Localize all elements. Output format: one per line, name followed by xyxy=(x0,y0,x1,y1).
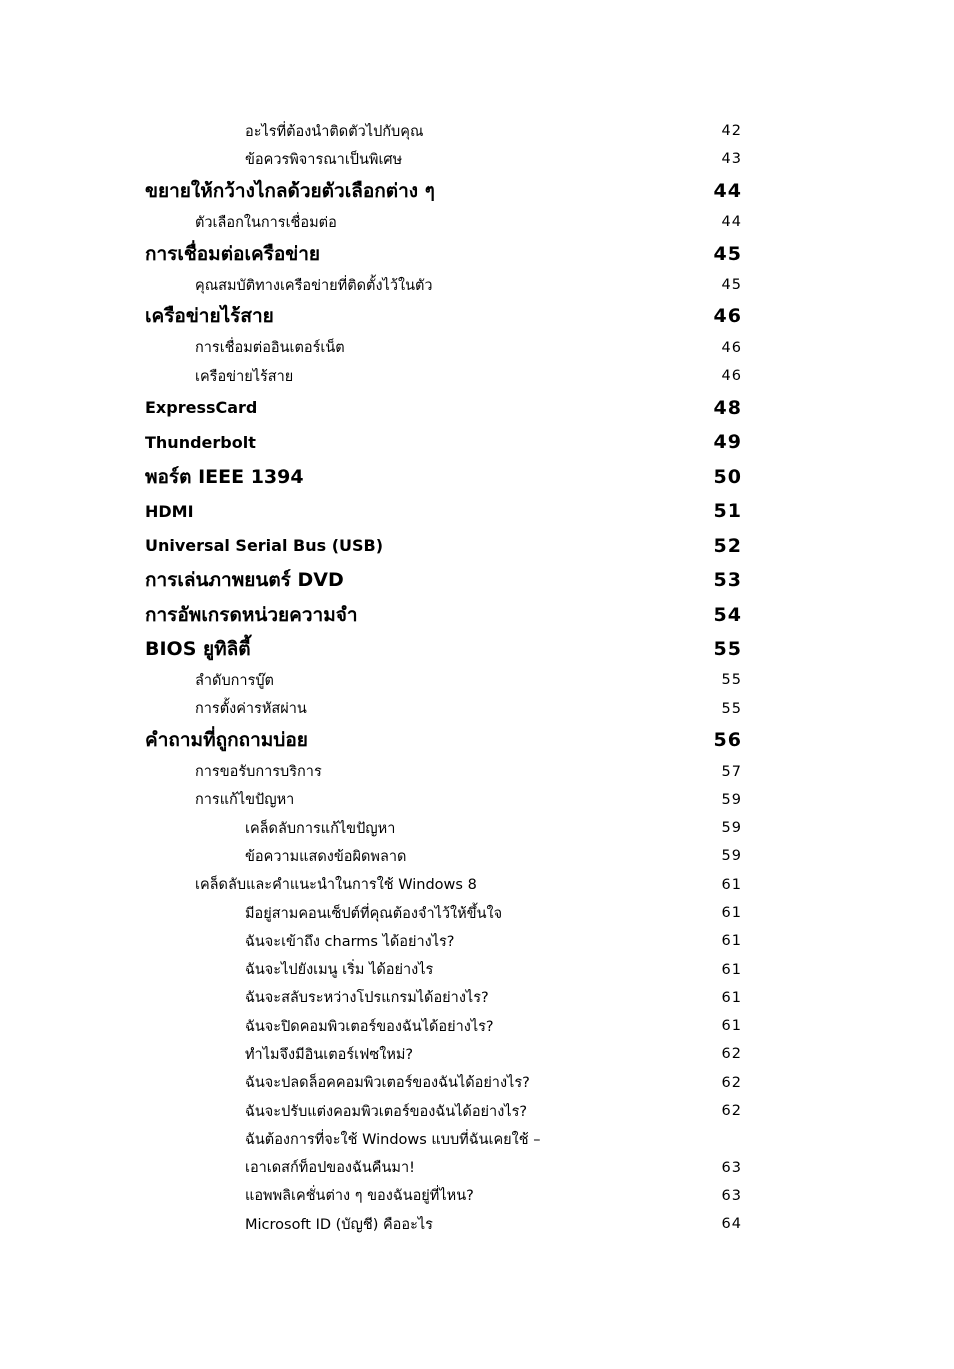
toc-entry[interactable] xyxy=(0,899,954,927)
toc-entry[interactable] xyxy=(0,1125,954,1153)
toc-entry[interactable] xyxy=(0,1040,954,1068)
toc-entry-title: การตั้งค่ารหัสผ่าน xyxy=(195,701,307,718)
toc-entry-page-number: 59 xyxy=(721,820,742,837)
toc-entry-title: Microsoft ID (บัญชี) คืออะไร xyxy=(245,1216,433,1233)
toc-entry-page-number: 46 xyxy=(713,305,742,328)
toc-entry-page-number: 57 xyxy=(721,763,742,780)
toc-entry[interactable] xyxy=(0,814,954,842)
toc-entry-page-number: 45 xyxy=(721,277,742,294)
toc-entry-page-number: 42 xyxy=(721,123,742,140)
toc-entry-title: Universal Serial Bus (USB) xyxy=(145,536,384,556)
toc-entry[interactable] xyxy=(0,563,954,598)
toc-entry[interactable] xyxy=(0,786,954,814)
toc-entry-title: ข้อควรพิจารณาเป็นพิเศษ xyxy=(245,151,403,168)
toc-entry-title: พอร์ต IEEE 1394 xyxy=(145,465,304,488)
toc-entry-page-number: 62 xyxy=(721,1103,742,1120)
toc-entry-title: ฉันจะปลดล็อคคอมพิวเตอร์ของฉันได้อย่างไร? xyxy=(245,1075,530,1092)
toc-entry-title: คำถามที่ถูกถามบ่อย xyxy=(145,729,308,752)
toc-entry-page-number: 50 xyxy=(713,465,742,488)
toc-entry-title: ตัวเลือกในการเชื่อมต่อ xyxy=(195,214,337,231)
toc-entry-title: ฉันจะปรับแต่งคอมพิวเตอร์ของฉันได้อย่างไร? xyxy=(245,1103,528,1120)
toc-entry-page-number: 53 xyxy=(713,569,742,592)
toc-entry-title: HDMI xyxy=(145,501,194,521)
toc-entry[interactable] xyxy=(0,723,954,758)
toc-entry[interactable] xyxy=(0,271,954,299)
toc-entry-page-number: 63 xyxy=(721,1187,742,1204)
toc-entry-page-number: 54 xyxy=(713,603,742,626)
toc-entry-title: การอัพเกรดหน่วยความจำ xyxy=(145,603,358,626)
toc-entry-page-number: 59 xyxy=(721,848,742,865)
toc-entry-title: ทำไมจึงมีอินเตอร์เฟซใหม่? xyxy=(245,1046,414,1063)
toc-entry-title: ฉันจะเข้าถึง charms ได้อย่างไร? xyxy=(245,933,455,950)
toc-entry[interactable] xyxy=(0,174,954,209)
toc-entry-title: การเชื่อมต่ออินเตอร์เน็ต xyxy=(195,340,345,357)
toc-entry-page-number: 55 xyxy=(721,672,742,689)
toc-entry-title: เครือข่ายไร้สาย xyxy=(195,368,294,385)
toc-entry-title: อะไรที่ต้องนำติดตัวไปกับคุณ xyxy=(245,123,424,140)
toc-entry-page-number: 61 xyxy=(721,989,742,1006)
toc-entry-page-number: 45 xyxy=(713,242,742,265)
toc-entry[interactable] xyxy=(0,597,954,632)
toc-entry-page-number: 48 xyxy=(713,396,742,419)
toc-entry[interactable] xyxy=(0,842,954,870)
toc-entry-page-number: 61 xyxy=(721,961,742,978)
toc-entry[interactable] xyxy=(0,695,954,723)
toc-entry-page-number: 61 xyxy=(721,1018,742,1035)
table-of-contents xyxy=(0,117,954,1238)
toc-entry-page-number: 52 xyxy=(713,534,742,557)
toc-entry[interactable] xyxy=(0,984,954,1012)
toc-entry-title: เครือข่ายไร้สาย xyxy=(145,305,274,328)
toc-entry-page-number: 56 xyxy=(713,729,742,752)
toc-entry-title: ฉันจะไปยังเมนู เริ่ม ได้อย่างไร xyxy=(245,962,434,979)
toc-entry-page-number: 55 xyxy=(713,638,742,661)
toc-entry-page-number: 44 xyxy=(713,179,742,202)
toc-entry-page-number: 63 xyxy=(721,1159,742,1176)
toc-entry[interactable] xyxy=(0,145,954,173)
toc-entry-page-number: 61 xyxy=(721,876,742,893)
toc-entry[interactable] xyxy=(0,528,954,563)
toc-entry-title: เอาเดสก์ท็อปของฉันคืนมา! xyxy=(245,1160,415,1177)
toc-entry[interactable] xyxy=(0,927,954,955)
toc-entry-title: ExpressCard xyxy=(145,398,258,418)
toc-entry-title: ฉันจะปิดคอมพิวเตอร์ของฉันได้อย่างไร? xyxy=(245,1018,494,1035)
toc-entry[interactable] xyxy=(0,632,954,667)
toc-entry-title: ลำดับการบู๊ต xyxy=(195,672,274,689)
toc-entry[interactable] xyxy=(0,1154,954,1182)
toc-entry[interactable] xyxy=(0,757,954,785)
toc-entry-page-number: 51 xyxy=(713,500,742,523)
toc-entry[interactable] xyxy=(0,299,954,334)
toc-entry-title: การเชื่อมต่อเครือข่าย xyxy=(145,242,321,265)
toc-entry-title: แอพพลิเคชั่นต่าง ๆ ของฉันอยู่ที่ไหน? xyxy=(245,1188,474,1205)
toc-entry-title: ข้อความแสดงข้อผิดพลาด xyxy=(245,848,407,865)
toc-entry[interactable] xyxy=(0,1069,954,1097)
toc-entry-title: การขอรับการบริการ xyxy=(195,764,322,781)
toc-entry-title: เคล็ดลับการแก้ไขปัญหา xyxy=(245,820,396,837)
toc-entry-page-number: 55 xyxy=(721,700,742,717)
toc-entry[interactable] xyxy=(0,666,954,694)
toc-entry-page-number: 46 xyxy=(721,339,742,356)
toc-entry-title: ฉันจะสลับระหว่างโปรแกรมได้อย่างไร? xyxy=(245,990,489,1007)
toc-entry[interactable] xyxy=(0,334,954,362)
toc-entry-title: การเล่นภาพยนตร์ DVD xyxy=(145,569,344,592)
toc-entry-title: BIOS ยูทิลิตี้ xyxy=(145,638,251,661)
toc-entry-title: ขยายให้กว้างไกลด้วยตัวเลือกต่าง ๆ xyxy=(145,179,435,202)
toc-entry-page-number: 43 xyxy=(721,151,742,168)
toc-entry[interactable] xyxy=(0,425,954,460)
toc-entry-page-number: 44 xyxy=(721,214,742,231)
toc-entry[interactable] xyxy=(0,117,954,145)
toc-entry-title: ฉันต้องการที่จะใช้ Windows แบบที่ฉันเคยใช้ – xyxy=(245,1131,541,1148)
toc-entry-page-number: 61 xyxy=(721,933,742,950)
toc-entry-title: มีอยู่สามคอนเซ็ปต์ที่คุณต้องจำไว้ให้ขึ้นใจ xyxy=(245,905,503,922)
toc-entry[interactable] xyxy=(0,1012,954,1040)
toc-entry[interactable] xyxy=(0,1210,954,1238)
toc-entry[interactable] xyxy=(0,459,954,494)
toc-entry-title: คุณสมบัติทางเครือข่ายที่ติดตั้งไว้ในตัว xyxy=(195,277,433,294)
toc-entry-page-number: 64 xyxy=(721,1216,742,1233)
toc-entry-page-number: 46 xyxy=(721,368,742,385)
toc-entry[interactable] xyxy=(0,208,954,236)
toc-entry-title: Thunderbolt xyxy=(145,432,256,452)
toc-entry[interactable] xyxy=(0,955,954,983)
toc-entry[interactable] xyxy=(0,1097,954,1125)
toc-entry[interactable] xyxy=(0,390,954,425)
toc-entry-title: การแก้ไขปัญหา xyxy=(195,792,295,809)
toc-entry-page-number: 61 xyxy=(721,905,742,921)
toc-entry[interactable] xyxy=(0,494,954,529)
toc-entry[interactable] xyxy=(0,1182,954,1210)
toc-entry-page-number: 62 xyxy=(721,1046,742,1063)
toc-entry-title: เคล็ดลับและคำแนะนำในการใช้ Windows 8 xyxy=(195,877,477,894)
toc-entry-page-number: 59 xyxy=(721,791,742,808)
toc-entry[interactable] xyxy=(0,871,954,899)
toc-entry[interactable] xyxy=(0,236,954,271)
toc-entry-page-number: 62 xyxy=(721,1074,742,1091)
toc-entry-page-number: 49 xyxy=(713,431,742,454)
toc-entry[interactable] xyxy=(0,362,954,390)
